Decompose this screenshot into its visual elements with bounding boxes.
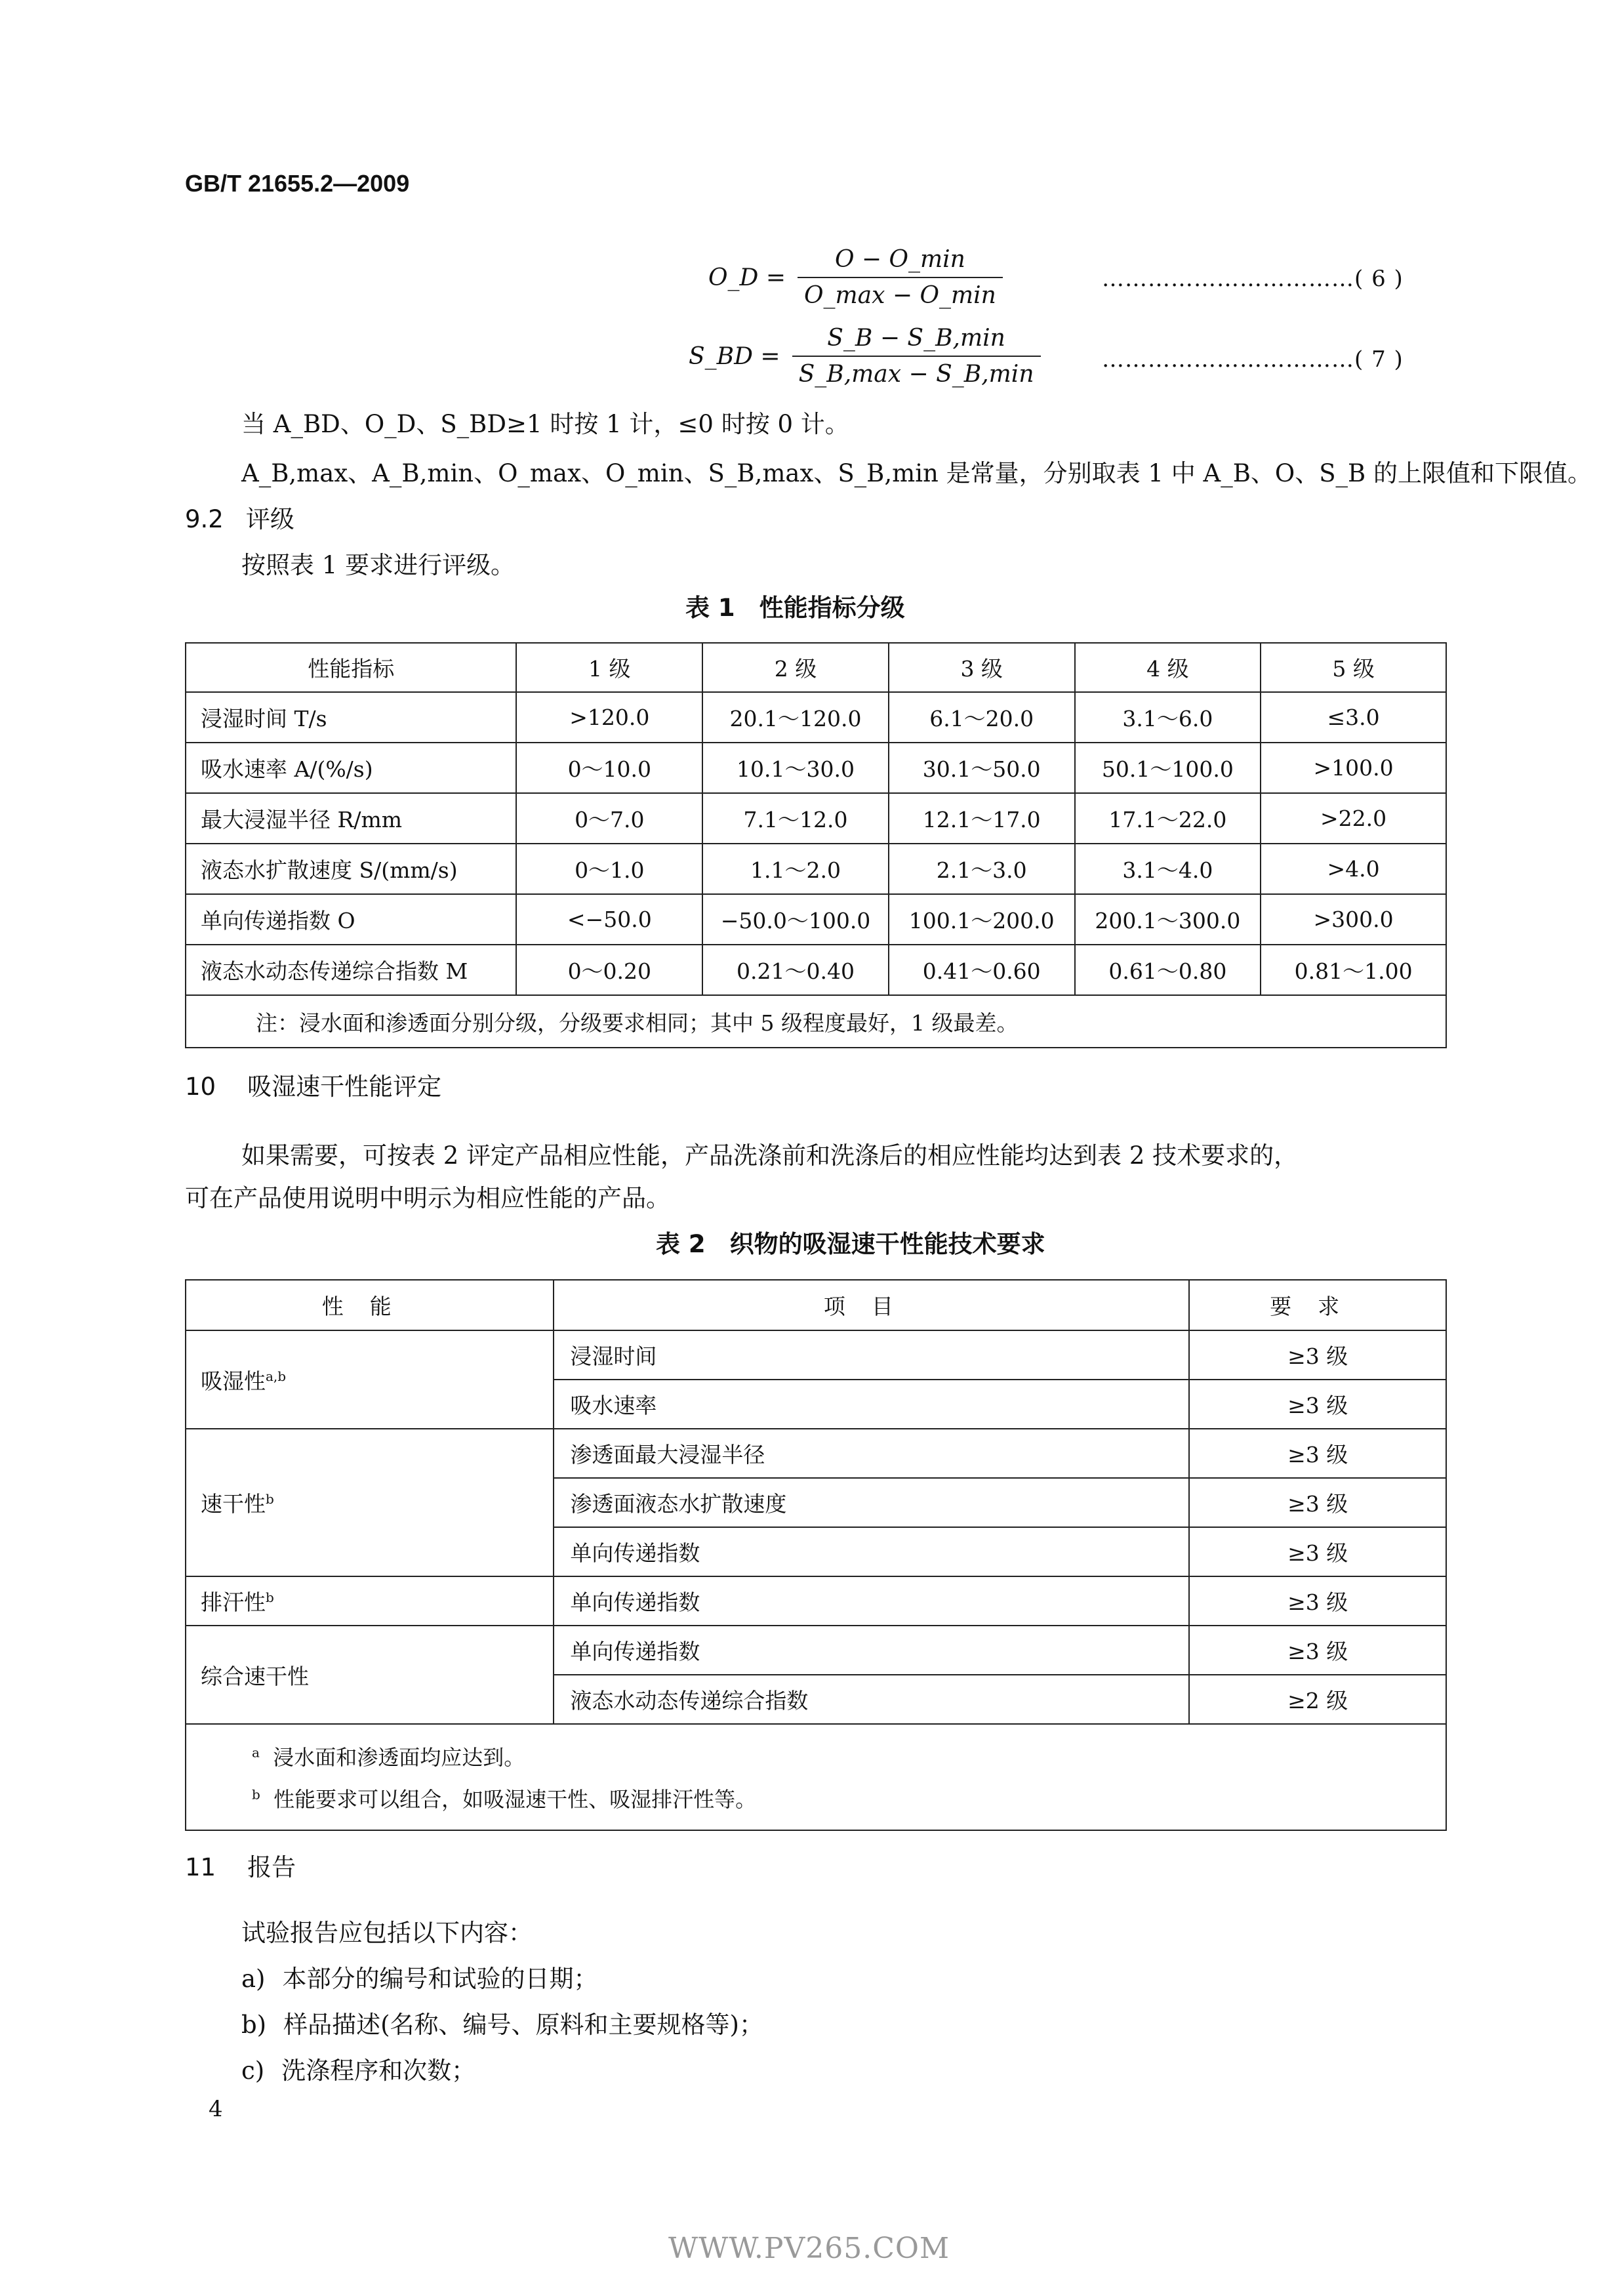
- table-cell: 100.1～200.0: [889, 894, 1075, 945]
- table-cell: 浸湿时间 T/s: [186, 692, 516, 743]
- table-cell: 单向传递指数 O: [186, 894, 516, 945]
- performance-cell: [186, 1626, 554, 1724]
- equation-number-6: [1102, 266, 1404, 292]
- leader-dots: ……………………………: [1102, 266, 1354, 292]
- table-cell: 吸水速率 A/(%/s): [186, 743, 516, 793]
- table-row: [186, 1576, 1446, 1626]
- item-cell: 液态水动态传递综合指数: [554, 1675, 1189, 1724]
- table-cell: 3.1～6.0: [1075, 692, 1261, 743]
- performance-label: 综合速干性: [201, 1663, 309, 1689]
- table-cell: 12.1～17.0: [889, 793, 1075, 844]
- table-cell: 液态水动态传递综合指数 M: [186, 945, 516, 995]
- performance-label: 排汗性: [201, 1589, 266, 1615]
- watermark: WWW.PV265.COM: [668, 2232, 950, 2265]
- item-cell: 单向传递指数: [554, 1527, 1189, 1576]
- list-label: c): [241, 2057, 265, 2085]
- table-2: [185, 1279, 1447, 1831]
- performance-label: 吸湿性: [201, 1368, 266, 1394]
- list-label: b): [241, 2011, 267, 2039]
- item-cell: 浸湿时间: [554, 1330, 1189, 1380]
- table-1-caption: 表 1 性能指标分级: [685, 594, 905, 622]
- table-2-caption: 表 2 织物的吸湿速干性能技术要求: [656, 1230, 1045, 1258]
- table-cell: >120.0: [516, 692, 702, 743]
- formula-7: [689, 325, 1041, 388]
- footnote-mark: b: [252, 1786, 260, 1803]
- column-header: 1 级: [516, 643, 702, 692]
- table-row: [186, 1330, 1446, 1380]
- denominator: S_B,max − S_B,min: [792, 356, 1041, 388]
- item-cell: 吸水速率: [554, 1380, 1189, 1429]
- list-item: [241, 1965, 598, 1994]
- table-cell: 0.81～1.00: [1261, 945, 1446, 995]
- column-header: 4 级: [1075, 643, 1261, 692]
- formula-lhs: O_D =: [708, 264, 786, 291]
- table-cell: 2.1～3.0: [889, 844, 1075, 894]
- table-row: [186, 945, 1446, 995]
- table-cell: <−50.0: [516, 894, 702, 945]
- section-9-2-text: 按照表 1 要求进行评级。: [241, 551, 516, 579]
- fraction: [798, 246, 1003, 309]
- table-row: [186, 743, 1446, 793]
- table-cell: 0～7.0: [516, 793, 702, 844]
- table-header-row: [186, 1280, 1446, 1330]
- table-cell: −50.0～100.0: [702, 894, 889, 945]
- section-number: 9.2: [185, 505, 224, 533]
- section-title: 报告: [247, 1853, 296, 1881]
- table-cell: 0.61～0.80: [1075, 945, 1261, 995]
- table-cell: 3.1～4.0: [1075, 844, 1261, 894]
- table-row: [186, 1626, 1446, 1675]
- table-cell: 6.1～20.0: [889, 692, 1075, 743]
- table-cell: >4.0: [1261, 844, 1446, 894]
- footnote-text: 性能要求可以组合，如吸湿速干性、吸湿排汗性等。: [273, 1787, 757, 1812]
- table-cell: 20.1～120.0: [702, 692, 889, 743]
- table-cell: 最大浸湿半径 R/mm: [186, 793, 516, 844]
- table-header-row: [186, 643, 1446, 692]
- table-cell: 30.1～50.0: [889, 743, 1075, 793]
- list-item: [241, 2011, 763, 2040]
- column-header: 性能指标: [186, 643, 516, 692]
- section-11-intro: 试验报告应包括以下内容：: [241, 1919, 533, 1947]
- list-label: a): [241, 1965, 266, 1993]
- equation-number-7: [1102, 346, 1404, 373]
- list-text: 样品描述(名称、编号、原料和主要规格等)；: [283, 2011, 763, 2039]
- table-row: [186, 793, 1446, 844]
- list-text: 洗涤程序和次数；: [281, 2057, 476, 2085]
- column-header: 性能: [186, 1280, 554, 1330]
- page-number: 4: [209, 2096, 223, 2122]
- item-cell: 单向传递指数: [554, 1576, 1189, 1626]
- formula-6: [708, 246, 1003, 309]
- numerator: O − O_min: [834, 246, 965, 273]
- table-note: 注：浸水面和渗透面分别分级，分级要求相同；其中 5 级程度最好，1 级最差。: [186, 995, 1446, 1048]
- section-title: 吸湿速干性能评定: [247, 1073, 442, 1101]
- note-line-2: A_B,max、A_B,min、O_max、O_min、S_B,max、S_B,min 是常量，分别取表 1 中 A_B、O、S_B 的上限值和下限值。: [241, 459, 1592, 487]
- table-cell: 0.21～0.40: [702, 945, 889, 995]
- list-item: [241, 2057, 475, 2085]
- table-row: [186, 692, 1446, 743]
- list-text: 本部分的编号和试验的日期；: [282, 1965, 598, 1993]
- table-cell: 0～1.0: [516, 844, 702, 894]
- table-cell: 液态水扩散速度 S/(mm/s): [186, 844, 516, 894]
- table-cell: 0～10.0: [516, 743, 702, 793]
- table-row: [186, 844, 1446, 894]
- footnote-ref: b: [266, 1491, 274, 1507]
- requirement-cell: ≥3 级: [1189, 1527, 1446, 1576]
- table-cell: >300.0: [1261, 894, 1446, 945]
- standard-number: GB/T 21655.2—2009: [185, 170, 410, 197]
- performance-label: 速干性: [201, 1491, 266, 1517]
- column-header: 3 级: [889, 643, 1075, 692]
- section-9-2-heading: [185, 505, 294, 534]
- column-header: 项目: [554, 1280, 1189, 1330]
- column-header: 5 级: [1261, 643, 1446, 692]
- requirement-cell: ≥3 级: [1189, 1478, 1446, 1527]
- table-cell: 200.1～300.0: [1075, 894, 1261, 945]
- column-header: 2 级: [702, 643, 889, 692]
- denominator: O_max − O_min: [798, 277, 1003, 309]
- table-cell: 10.1～30.0: [702, 743, 889, 793]
- footnote-b: [252, 1778, 1446, 1820]
- item-cell: 单向传递指数: [554, 1626, 1189, 1675]
- performance-cell: [186, 1429, 554, 1576]
- section-10-text-line-1: 如果需要，可按表 2 评定产品相应性能，产品洗涤前和洗涤后的相应性能均达到表 2 技术要求的，: [241, 1141, 1299, 1170]
- table-cell: 0～0.20: [516, 945, 702, 995]
- section-number: 11: [185, 1853, 216, 1881]
- item-cell: 渗透面最大浸湿半径: [554, 1429, 1189, 1478]
- requirement-cell: ≥3 级: [1189, 1429, 1446, 1478]
- table-1: [185, 642, 1447, 1048]
- table-footnotes: [186, 1724, 1446, 1830]
- numerator: S_B − S_B,min: [827, 325, 1005, 352]
- formula-lhs: S_BD =: [689, 342, 780, 370]
- footnote-a: [252, 1736, 1446, 1778]
- section-10-text-line-2: 可在产品使用说明中明示为相应性能的产品。: [185, 1184, 670, 1212]
- table-footnote-row: [186, 1724, 1446, 1830]
- table-cell: 0.41～0.60: [889, 945, 1075, 995]
- table-note-row: [186, 995, 1446, 1048]
- table-row: [186, 894, 1446, 945]
- note-line-1: 当 A_BD、O_D、S_BD≥1 时按 1 计，≤0 时按 0 计。: [241, 410, 849, 438]
- table-cell: 17.1～22.0: [1075, 793, 1261, 844]
- equation-label: ( 7 ): [1354, 346, 1404, 373]
- item-cell: 渗透面液态水扩散速度: [554, 1478, 1189, 1527]
- table-cell: >22.0: [1261, 793, 1446, 844]
- footnote-mark: a: [252, 1744, 260, 1761]
- section-10-heading: [185, 1073, 441, 1101]
- footnote-text: 浸水面和渗透面均应达到。: [273, 1745, 525, 1770]
- requirement-cell: ≥3 级: [1189, 1380, 1446, 1429]
- leader-dots: ……………………………: [1102, 346, 1354, 373]
- equation-label: ( 6 ): [1354, 266, 1404, 292]
- performance-cell: [186, 1576, 554, 1626]
- table-cell: ≤3.0: [1261, 692, 1446, 743]
- section-number: 10: [185, 1073, 216, 1101]
- column-header: 要求: [1189, 1280, 1446, 1330]
- requirement-cell: ≥2 级: [1189, 1675, 1446, 1724]
- section-11-heading: [185, 1853, 296, 1882]
- table-row: [186, 1429, 1446, 1478]
- section-title: 评级: [245, 505, 294, 533]
- table-cell: 1.1～2.0: [702, 844, 889, 894]
- table-cell: >100.0: [1261, 743, 1446, 793]
- table-cell: 50.1～100.0: [1075, 743, 1261, 793]
- requirement-cell: ≥3 级: [1189, 1576, 1446, 1626]
- fraction: [792, 325, 1041, 388]
- table-cell: 7.1～12.0: [702, 793, 889, 844]
- footnote-ref: a,b: [266, 1368, 287, 1384]
- footnote-ref: b: [266, 1589, 274, 1605]
- requirement-cell: ≥3 级: [1189, 1330, 1446, 1380]
- performance-cell: [186, 1330, 554, 1429]
- requirement-cell: ≥3 级: [1189, 1626, 1446, 1675]
